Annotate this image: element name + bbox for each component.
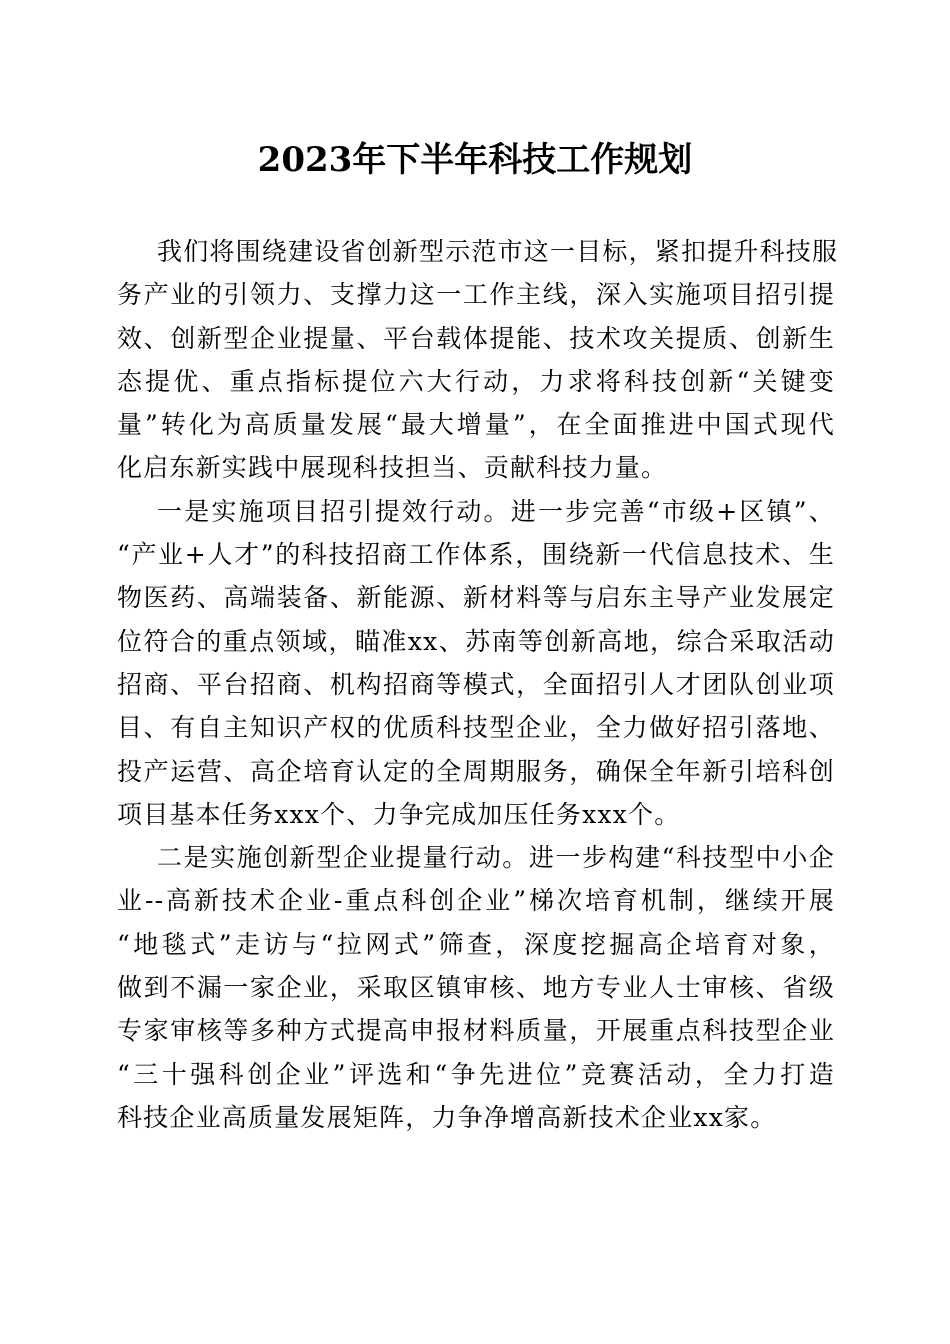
paragraph-line: 做到不漏一家企业，采取区镇审核、地方专业人士审核、省级 <box>117 973 835 1003</box>
paragraph-line: 位符合的重点领域，瞄准xx、苏南等创新高地，综合采取活动 <box>117 626 835 656</box>
paragraph-line: “产业+人才”的科技招商工作体系，围绕新一代信息技术、生 <box>117 540 835 570</box>
paragraph-line: 目、有自主知识产权的优质科技型企业，全力做好招引落地、 <box>117 713 835 743</box>
paragraph-line: 二是实施创新型企业提量行动。进一步构建“科技型中小企 <box>157 843 835 873</box>
paragraph-line: 化启东新实践中展现科技担当、贡献科技力量。 <box>117 453 668 483</box>
paragraph-line: 态提优、重点指标提位六大行动，力求将科技创新“关键变 <box>117 366 835 396</box>
paragraph-line: 招商、平台招商、机构招商等模式，全面招引人才团队创业项 <box>117 669 835 699</box>
paragraph-line: 效、创新型企业提量、平台载体提能、技术攻关提质、创新生 <box>117 323 835 353</box>
document-title: 2023年下半年科技工作规划 <box>257 140 693 180</box>
paragraph-line: 专家审核等多种方式提高申报材料质量，开展重点科技型企业 <box>117 1016 835 1046</box>
document-body <box>117 230 839 1139</box>
paragraph-line: 一是实施项目招引提效行动。进一步完善“市级+区镇”、 <box>157 496 835 526</box>
paragraph-line: 务产业的引领力、支撑力这一工作主线，深入实施项目招引提 <box>117 280 835 310</box>
paragraph-line: 项目基本任务xxx个、力争完成加压任务xxx个。 <box>117 799 681 829</box>
paragraph-line: “三十强科创企业”评选和“争先进位”竞赛活动，全力打造 <box>117 1059 835 1089</box>
paragraph-line: 业--高新技术企业-重点科创企业”梯次培育机制，继续开展 <box>117 886 835 916</box>
paragraph-2 <box>117 490 835 836</box>
paragraph-3 <box>117 836 835 1139</box>
paragraph-line: 我们将围绕建设省创新型示范市这一目标，紧扣提升科技服 <box>157 237 839 266</box>
paragraph-line: 投产运营、高企培育认定的全周期服务，确保全年新引培科创 <box>117 756 835 786</box>
paragraph-line: 量”转化为高质量发展“最大增量”，在全面推进中国式现代 <box>117 410 835 440</box>
paragraph-1 <box>117 230 839 490</box>
paragraph-line: “地毯式”走访与“拉网式”筛查，深度挖掘高企培育对象， <box>117 929 835 959</box>
paragraph-line: 物医药、高端装备、新能源、新材料等与启东主导产业发展定 <box>117 583 835 613</box>
paragraph-line: 科技企业高质量发展矩阵，力争净增高新技术企业xx家。 <box>117 1102 777 1132</box>
